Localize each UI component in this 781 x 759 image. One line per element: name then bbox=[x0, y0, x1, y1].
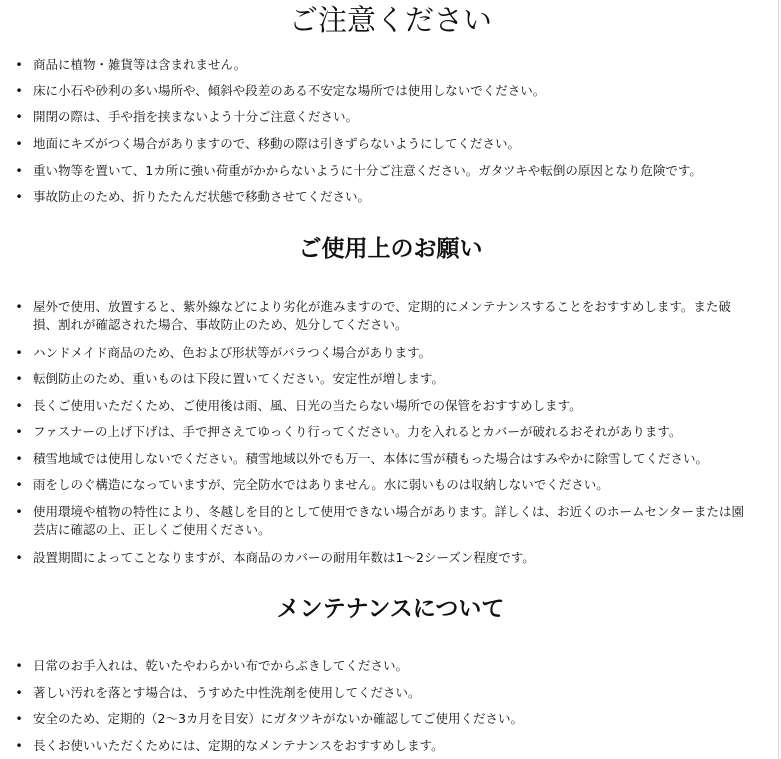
bullet-icon: • bbox=[15, 136, 23, 151]
list-item-text: 転倒防止のため、重いものは下段に置いてください。安定性が増します。 bbox=[33, 371, 445, 386]
list-item-text: ファスナーの上げ下げは、手で押さえてゆっくり行ってください。力を入れるとカバーが破れるおそれがあります。 bbox=[33, 424, 682, 439]
list-item-text: 屋外で使用、放置すると、紫外線などにより劣化が進みますので、定期的にメンテナンスすることをおすすめします。また破損、割れが確認された場合、事故防止のため、処分してください。 bbox=[33, 299, 731, 332]
list-item-text: 雨をしのぐ構造になっていますが、完全防水ではありません。水に弱いものは収納しないでください。 bbox=[33, 477, 609, 492]
bullet-icon: • bbox=[15, 189, 23, 204]
list-item-text: 地面にキズがつく場合がありますので、移動の際は引きずらないようにしてください。 bbox=[33, 136, 521, 151]
bullet-icon: • bbox=[15, 685, 23, 700]
bullet-icon: • bbox=[15, 371, 23, 386]
bullet-icon: • bbox=[15, 398, 23, 413]
list-item-text: 設置期間によってことなりますが、本商品のカバーの耐用年数は1〜2シーズン程度です。 bbox=[33, 550, 535, 565]
list-item-text: 長くお使いいただくためには、定期的なメンテナンスをおすすめします。 bbox=[33, 738, 444, 753]
list-item-text: 重い物等を置いて、1カ所に強い荷重がかからないように十分ご注意ください。ガタツキや転倒の原因となり危険です。 bbox=[33, 163, 702, 178]
page-edge-divider bbox=[778, 0, 779, 759]
list-item-text: 長くご使用いただくため、ご使用後は雨、風、日光の当たらない場所での保管をおすすめします。 bbox=[33, 398, 582, 413]
list-item-text: 安全のため、定期的（2〜3カ月を目安）にガタツキがないか確認してご使用ください。 bbox=[33, 711, 524, 726]
list-item-text: 商品に植物・雑貨等は含まれません。 bbox=[33, 57, 247, 72]
list-item-text: 積雪地域では使用しないでください。積雪地域以外でも万一、本体に雪が積もった場合はすみやかに除雪してください。 bbox=[33, 451, 709, 466]
bullet-icon: • bbox=[15, 504, 23, 519]
bullet-icon: • bbox=[15, 477, 23, 492]
bullet-icon: • bbox=[15, 711, 23, 726]
bullet-icon: • bbox=[15, 57, 23, 72]
list-item-text: 事故防止のため、折りたたんだ状態で移動させてください。 bbox=[33, 189, 371, 204]
section-title-usage: ご使用上のお願い bbox=[298, 236, 483, 262]
list-item-text: 使用環境や植物の特性により、冬越しを目的として使用できない場合があります。詳しくは、お近くのホームセンターまたは園芸店に確認の上、正しくご使用ください。 bbox=[33, 504, 745, 537]
list-item-text: 日常のお手入れは、乾いたやわらかい布でからぶきしてください。 bbox=[33, 658, 409, 673]
section-title-caution: ご注意ください bbox=[288, 3, 492, 37]
bullet-icon: • bbox=[15, 658, 23, 673]
bullet-icon: • bbox=[15, 109, 23, 124]
bullet-icon: • bbox=[15, 550, 23, 565]
bullet-icon: • bbox=[15, 345, 23, 360]
bullet-icon: • bbox=[15, 738, 23, 753]
bullet-icon: • bbox=[15, 299, 23, 314]
bullet-icon: • bbox=[15, 424, 23, 439]
list-item-text: ハンドメイド商品のため、色および形状等がバラつく場合があります。 bbox=[33, 345, 432, 360]
list-item-text: 開閉の際は、手や指を挟まないよう十分ご注意ください。 bbox=[33, 109, 359, 124]
bullet-icon: • bbox=[15, 451, 23, 466]
list-item-text: 著しい汚れを落とす場合は、うすめた中性洗剤を使用してください。 bbox=[33, 685, 421, 700]
bullet-icon: • bbox=[15, 83, 23, 98]
bullet-icon: • bbox=[15, 163, 23, 178]
list-item-text: 床に小石や砂利の多い場所や、傾斜や段差のある不安定な場所では使用しないでください。 bbox=[33, 83, 546, 98]
section-title-maintenance: メンテナンスについて bbox=[276, 596, 505, 622]
